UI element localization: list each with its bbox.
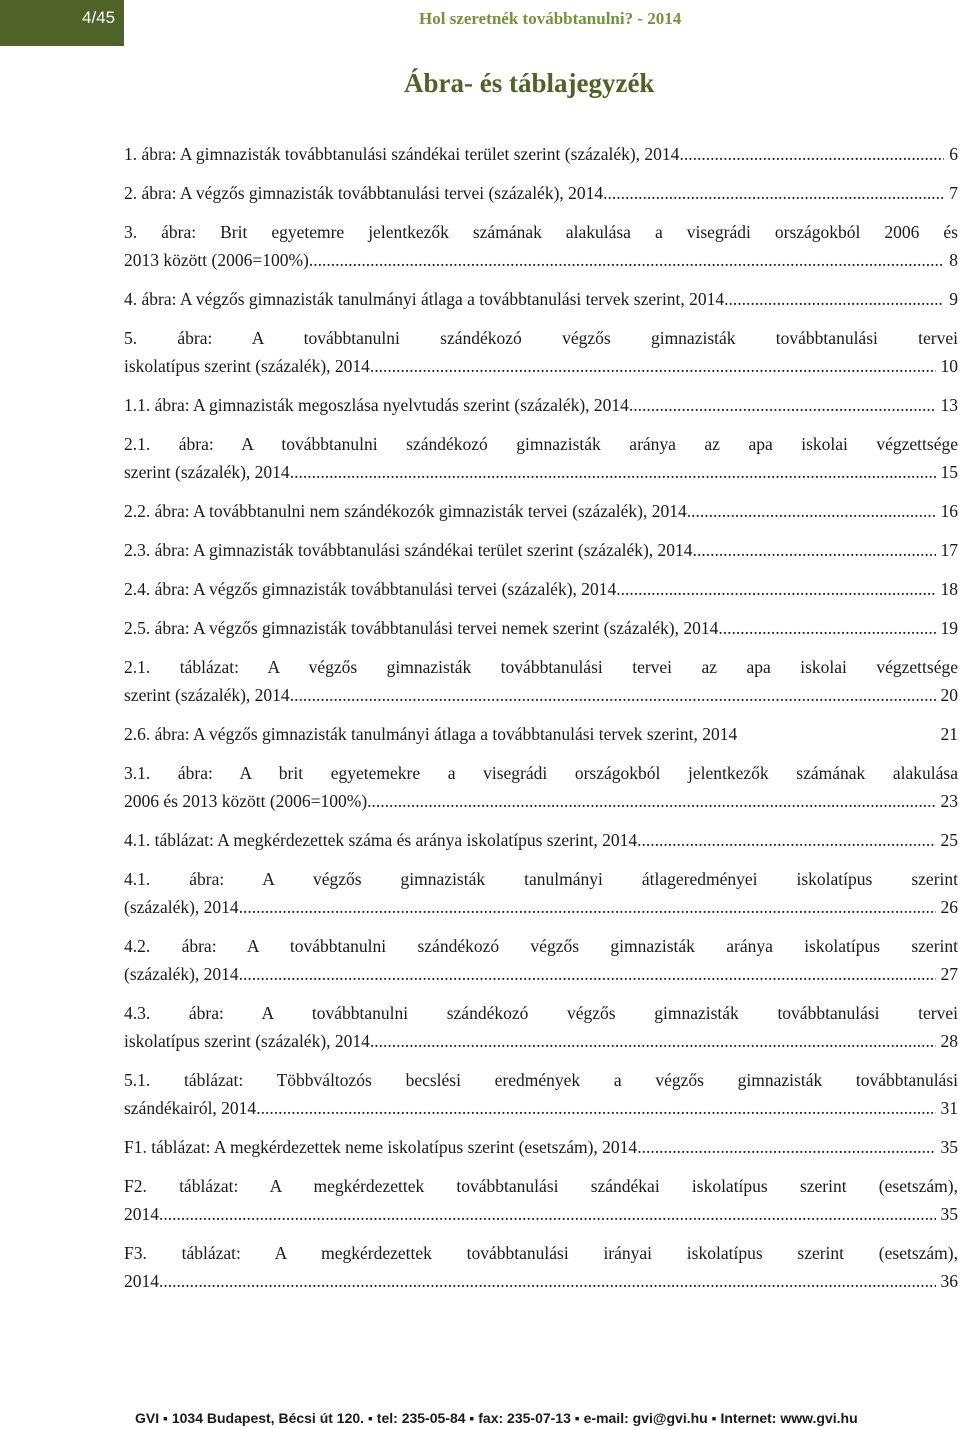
toc-entry[interactable] (124, 285, 958, 313)
dot-leader (637, 826, 935, 854)
dot-leader (309, 246, 944, 274)
dot-leader (724, 285, 944, 313)
toc-page-number: 36 (940, 1271, 958, 1291)
toc-entry[interactable] (124, 575, 958, 603)
toc-page-number: 16 (940, 501, 958, 521)
dot-leader (367, 787, 935, 815)
toc-page-number: 6 (949, 144, 958, 164)
page-indicator: 4/45 (0, 0, 124, 46)
toc-entry-text: 5.1. táblázat: Többváltozós becslési eredmények a végzős gimnazisták továbbtanulási (124, 1070, 958, 1090)
dot-leader (239, 893, 936, 921)
toc-entry-text: 1. ábra: A gimnazisták továbbtanulási szándékai terület szerint (százalék), 2014 (124, 144, 680, 164)
toc-entry-text: szándékairól, 2014 (124, 1098, 257, 1118)
toc-entry[interactable] (124, 1133, 958, 1161)
toc-entry[interactable] (124, 179, 958, 207)
toc-entry[interactable] (124, 1239, 958, 1295)
toc-entry-text: (százalék), 2014 (124, 964, 239, 984)
toc-entry-text: F2. táblázat: A megkérdezettek továbbtanulási szándékai iskolatípus szerint (esetszám), (124, 1176, 958, 1196)
toc-page-number: 20 (940, 685, 958, 705)
dot-leader (159, 1267, 936, 1295)
dot-leader (370, 1027, 936, 1055)
dot-leader (239, 960, 936, 988)
toc-page-number: 10 (940, 356, 958, 376)
footer-contact: GVI ▪ 1034 Budapest, Bécsi út 120. ▪ tel: 235-05-84 ▪ fax: 235-07-13 ▪ e-mail: gvi@gvi.hu ▪ Internet: www.gvi.hu (135, 1410, 858, 1426)
toc-entry[interactable] (124, 430, 958, 486)
toc-page-number: 35 (940, 1204, 958, 1224)
toc-page-number: 9 (949, 289, 958, 309)
toc-page-number: 17 (940, 540, 958, 560)
dot-leader (256, 1094, 935, 1122)
header-title: Hol szeretnék továbbtanulni? - 2014 (419, 9, 682, 28)
toc-entry[interactable] (124, 497, 958, 525)
dot-leader (693, 536, 936, 564)
toc-entry-text: 2.3. ábra: A gimnazisták továbbtanulási szándékai terület szerint (százalék), 2014 (124, 540, 693, 560)
toc-entry-text: 1.1. ábra: A gimnazisták megoszlása nyelvtudás szerint (százalék), 2014 (124, 395, 629, 415)
dot-leader (370, 352, 936, 380)
toc-entry-text: 2.2. ábra: A továbbtanulni nem szándékozók gimnazisták tervei (százalék), 2014 (124, 501, 687, 521)
toc-entry-text: 2.4. ábra: A végzős gimnazisták továbbtanulási tervei (százalék), 2014 (124, 579, 617, 599)
toc-entry[interactable] (124, 1172, 958, 1228)
toc-entry[interactable] (124, 720, 958, 748)
toc-entry-text: 2.6. ábra: A végzős gimnazisták tanulmányi átlaga a továbbtanulási tervek szerint, 2014 (124, 724, 738, 744)
toc-entry[interactable] (124, 653, 958, 709)
toc-entry-text: szerint (százalék), 2014 (124, 685, 290, 705)
toc-page-number: 21 (940, 724, 958, 744)
toc-entry-text: F1. táblázat: A megkérdezettek neme iskolatípus szerint (esetszám), 2014 (124, 1137, 638, 1157)
toc-entry[interactable] (124, 1066, 958, 1122)
dot-leader (159, 1200, 936, 1228)
toc-entry-text: 2014 (124, 1204, 159, 1224)
toc-page-number: 19 (940, 618, 958, 638)
toc-entry[interactable] (124, 218, 958, 274)
toc-entry-text: 4. ábra: A végzős gimnazisták tanulmányi átlaga a továbbtanulási tervek szerint, 2014 (124, 289, 725, 309)
page-title: Ábra- és táblajegyzék (404, 68, 655, 98)
toc-entry-text: 2.5. ábra: A végzős gimnazisták továbbtanulási tervei nemek szerint (százalék), 2014 (124, 618, 719, 638)
toc-page-number: 23 (940, 791, 958, 811)
toc-page-number: 28 (940, 1031, 958, 1051)
toc-entry-text: 2.1. ábra: A továbbtanulni szándékozó gimnazisták aránya az apa iskolai végzettsége (124, 434, 958, 454)
dot-leader (290, 681, 936, 709)
dot-leader (290, 458, 936, 486)
toc-entry-text: 2.1. táblázat: A végzős gimnazisták továbbtanulási tervei az apa iskolai végzettsége (124, 657, 958, 677)
table-of-contents (124, 140, 958, 1306)
dot-leader (616, 575, 935, 603)
toc-entry-text: 3.1. ábra: A brit egyetemekre a visegrádi országokból jelentkezők számának alakulása (124, 763, 958, 783)
toc-entry[interactable] (124, 536, 958, 564)
toc-entry[interactable] (124, 932, 958, 988)
toc-entry-text: 2013 között (2006=100%) (124, 250, 309, 270)
toc-entry[interactable] (124, 865, 958, 921)
toc-entry-text: 4.1. ábra: A végzős gimnazisták tanulmányi átlageredményei iskolatípus szerint (124, 869, 958, 889)
toc-entry[interactable] (124, 391, 958, 419)
toc-page-number: 18 (940, 579, 958, 599)
toc-entry-text: iskolatípus szerint (százalék), 2014 (124, 356, 370, 376)
toc-entry-text: 4.2. ábra: A továbbtanulni szándékozó végzős gimnazisták aránya iskolatípus szerint (124, 936, 958, 956)
toc-page-number: 26 (940, 897, 958, 917)
toc-page-number: 15 (940, 462, 958, 482)
dot-leader (603, 179, 944, 207)
toc-entry-text: (százalék), 2014 (124, 897, 239, 917)
toc-entry[interactable] (124, 999, 958, 1055)
toc-entry-text: 4.1. táblázat: A megkérdezettek száma és aránya iskolatípus szerint, 2014 (124, 830, 638, 850)
toc-entry[interactable] (124, 759, 958, 815)
toc-page-number: 31 (940, 1098, 958, 1118)
toc-entry-text: 2. ábra: A végzős gimnazisták továbbtanulási tervei (százalék), 2014 (124, 183, 604, 203)
dot-leader (679, 140, 944, 168)
toc-page-number: 13 (940, 395, 958, 415)
dot-leader (687, 497, 936, 525)
toc-entry-text: 2006 és 2013 között (2006=100%) (124, 791, 368, 811)
toc-entry[interactable] (124, 324, 958, 380)
toc-entry[interactable] (124, 140, 958, 168)
toc-entry-text: 2014 (124, 1271, 159, 1291)
toc-entry-text: F3. táblázat: A megkérdezettek továbbtanulási irányai iskolatípus szerint (esetszám), (124, 1243, 958, 1263)
toc-entry-text: 5. ábra: A továbbtanulni szándékozó végzős gimnazisták továbbtanulási tervei (124, 328, 958, 348)
toc-page-number: 27 (940, 964, 958, 984)
dot-leader (637, 1133, 935, 1161)
toc-entry-text: 3. ábra: Brit egyetemre jelentkezők számának alakulása a visegrádi országokból 2006 és (124, 222, 958, 242)
toc-entry-text: 4.3. ábra: A továbbtanulni szándékozó végzős gimnazisták továbbtanulási tervei (124, 1003, 958, 1023)
toc-entry[interactable] (124, 826, 958, 854)
dot-leader (718, 614, 935, 642)
toc-page-number: 7 (949, 183, 958, 203)
toc-page-number: 25 (940, 830, 958, 850)
dot-leader (629, 391, 936, 419)
toc-page-number: 35 (940, 1137, 958, 1157)
toc-entry-text: szerint (százalék), 2014 (124, 462, 290, 482)
toc-entry-text: iskolatípus szerint (százalék), 2014 (124, 1031, 370, 1051)
toc-page-number: 8 (949, 250, 958, 270)
toc-entry[interactable] (124, 614, 958, 642)
